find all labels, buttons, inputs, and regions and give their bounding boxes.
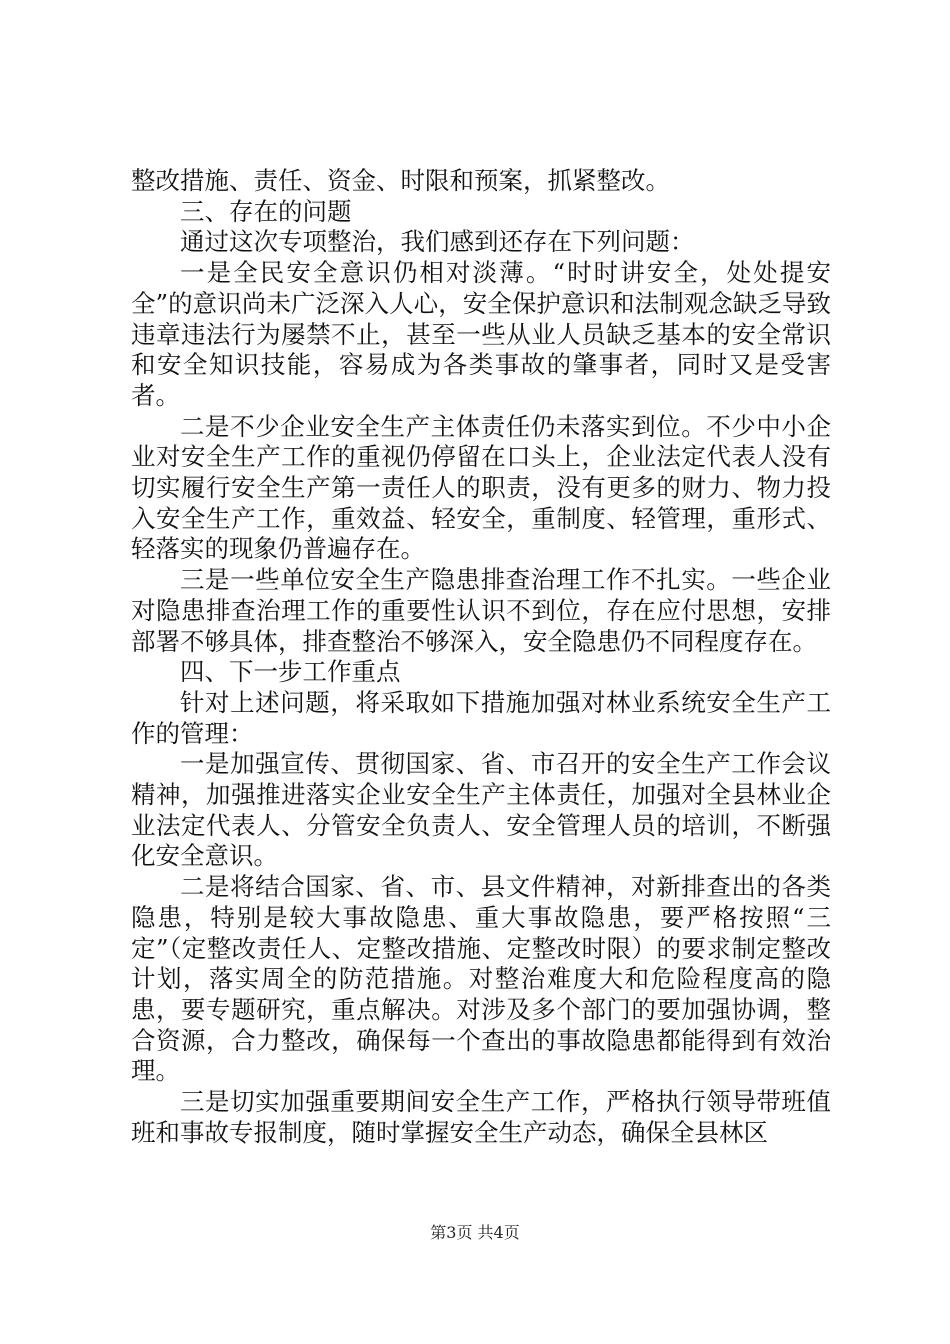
paragraph: 二是不少企业安全生产主体责任仍未落实到位。不少中小企业对安全生产工作的重视仍停留在口头上，企业法定代表人没有切实履行安全生产第一责任人的职责，没有更多的财力、物力投入安全生产工作，重效益、轻安全，重制度、轻管理，重形式、轻落实的现象仍普遍存在。 [131, 411, 831, 564]
document-body [131, 166, 831, 1149]
paragraph: 通过这次专项整治，我们感到还存在下列问题： [180, 227, 695, 257]
paragraph: 一是加强宣传、贯彻国家、省、市召开的安全生产工作会议精神，加强推进落实企业安全生产主体责任，加强对全县林业企业法定代表人、分管安全负责人、安全管理人员的培训，不断强化安全意识。 [131, 749, 831, 871]
section-heading-next-steps: 四、下一步工作重点 [180, 657, 401, 687]
paragraph: 三是一些单位安全生产隐患排查治理工作不扎实。一些企业对隐患排查治理工作的重要性认识不到位，存在应付思想，安排部署不够具体，排查整治不够深入，安全隐患仍不同程度存在。 [131, 565, 831, 656]
paragraph: 二是将结合国家、省、市、县文件精神，对新排查出的各类隐患，特别是较大事故隐患、重大事故隐患，要严格按照“三定”（定整改责任人、定整改措施、定整改时限）的要求制定整改计划，落实周全的防范措施。对整治难度大和危险程度高的隐患，要专题研究，重点解决。对涉及多个部门的要加强协调，整合资源，合力整改，确保每一个查出的事故隐患都能得到有效治理。 [131, 872, 831, 1086]
paragraph: 针对上述问题，将采取如下措施加强对林业系统安全生产工作的管理： [131, 687, 831, 748]
section-heading-problems: 三、存在的问题 [180, 196, 352, 226]
paragraph: 三是切实加强重要期间安全生产工作，严格执行领导带班值班和事故专报制度，随时掌握安全生产动态，确保全县林区 [131, 1087, 831, 1147]
continuation-paragraph: 整改措施、责任、资金、时限和预案，抓紧整改。 [131, 166, 670, 195]
paragraph: 一是全民安全意识仍相对淡薄。“时时讲安全，处处提安全”的意识尚未广泛深入人心，安全保护意识和法制观念缺乏导致违章违法行为屡禁不止，甚至一些从业人员缺乏基本的安全常识和安全知识技能，容易成为各类事故的肇事者，同时又是受害者。 [131, 258, 831, 410]
page-number-footer: 第3页 共4页 [430, 1223, 520, 1242]
